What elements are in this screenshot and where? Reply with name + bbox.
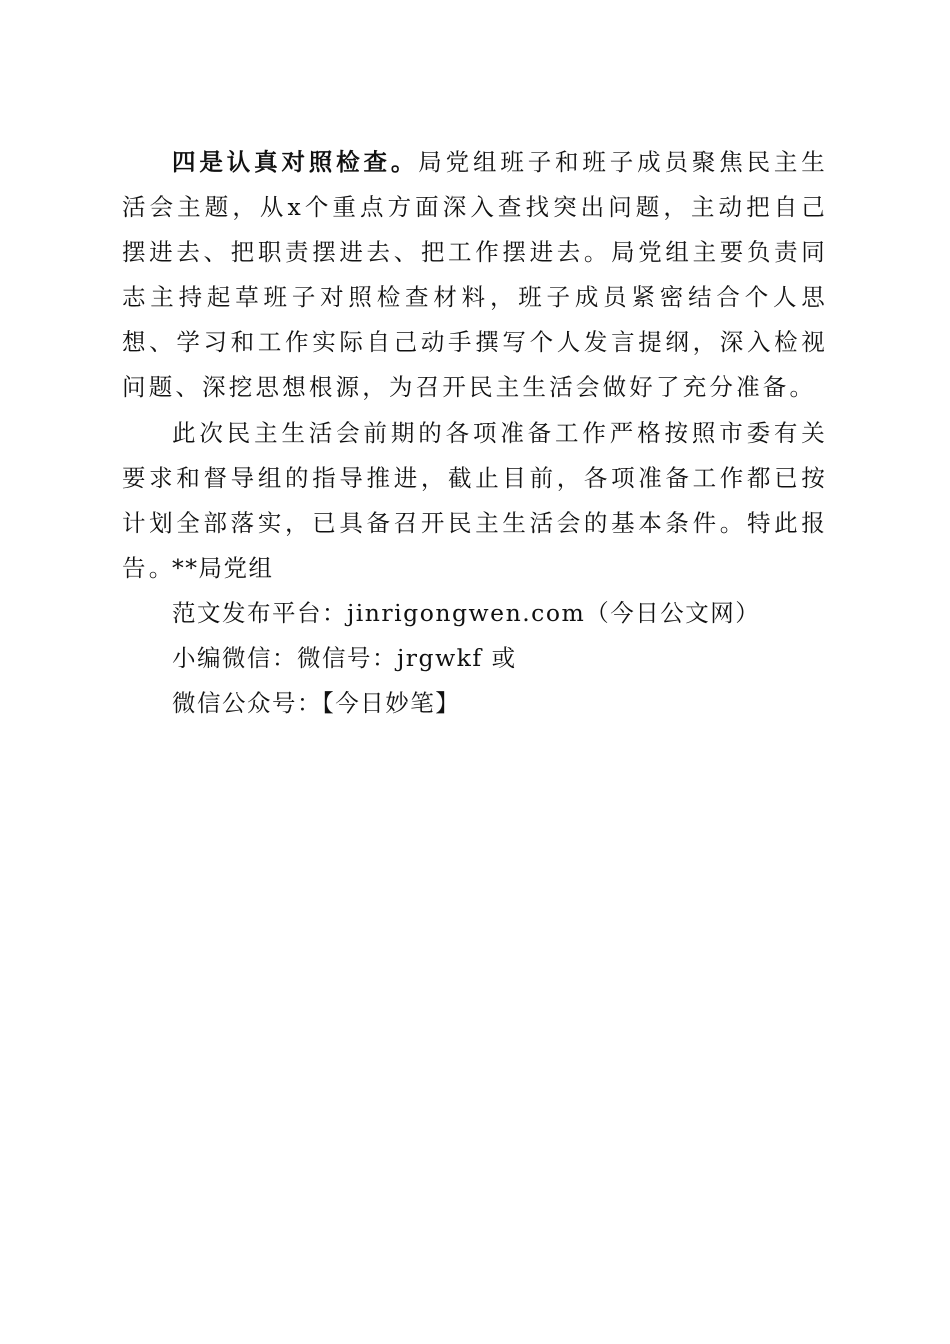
official-account-line: 微信公众号：【今日妙笔】 [172, 689, 461, 717]
platform-line: 范文发布平台：jinrigongwen.com（今日公文网） [172, 599, 761, 627]
paragraph-self-inspection [122, 140, 828, 410]
wechat-line: 小编微信：微信号：jrgwkf 或 [172, 644, 517, 672]
signature-line: **局党组 [172, 554, 274, 582]
paragraph-body-text: 局党组班子和班子成员聚焦民主生活会主题，从x个重点方面深入查找突出问题，主动把自己摆进去、把职责摆进去、把工作摆进去。局党组主要负责同志主持起草班子对照检查材料，班子成员紧密结合个人思想、学习和工作实际自己动手撰写个人发言提纲，深入检视问题、深挖思想根源，为召开民主生活会做好了充分准备。 [122, 148, 828, 401]
paragraph-lead-heading: 四是认真对照检查。 [172, 148, 419, 176]
paragraph-conclusion: 此次民主生活会前期的各项准备工作严格按照市委有关要求和督导组的指导推进，截止目前，各项准备工作都已按计划全部落实，已具备召开民主生活会的基本条件。特此报告。 [122, 419, 828, 582]
